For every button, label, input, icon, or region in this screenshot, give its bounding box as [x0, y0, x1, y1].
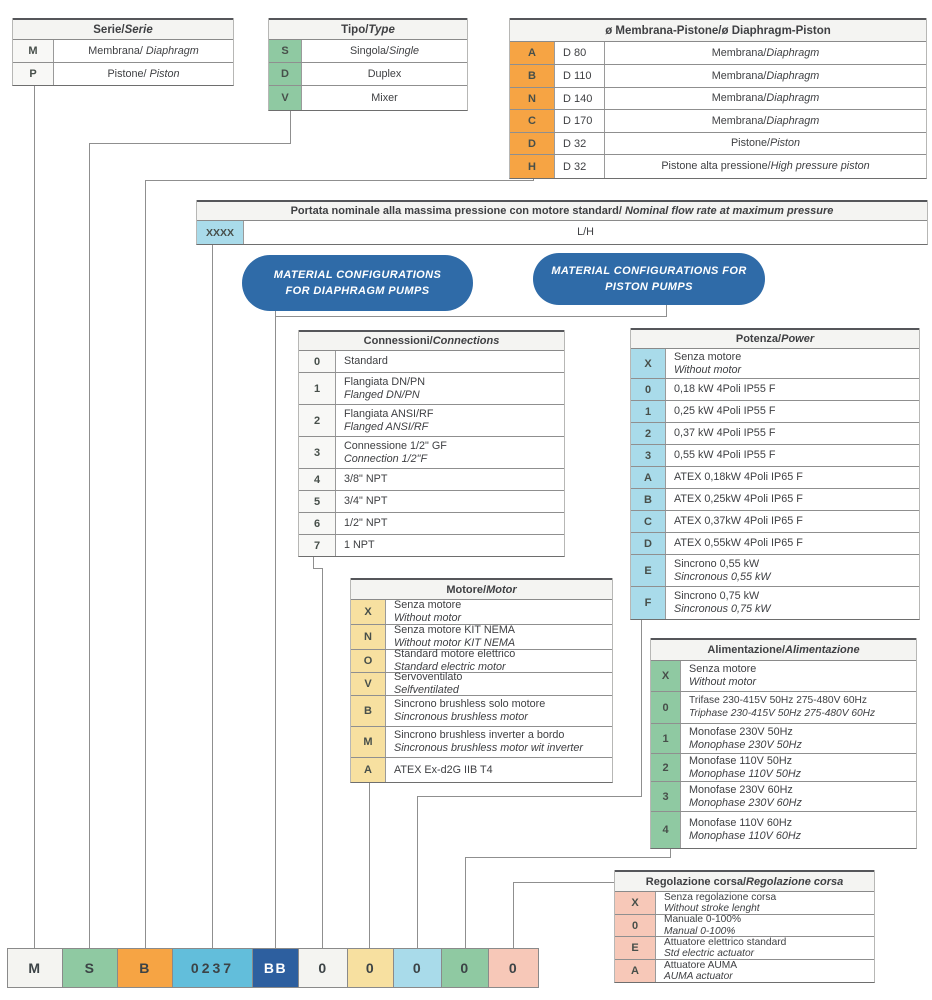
- code-desc: 3/8" NPT: [344, 473, 388, 486]
- code-key: B: [510, 65, 555, 87]
- code-key: A: [351, 758, 386, 782]
- code-key: M: [13, 40, 54, 62]
- table-row: [631, 511, 919, 533]
- table-row: [269, 40, 467, 63]
- code-key: D: [631, 533, 666, 554]
- code-desc: Flangiata ANSI/RF Flanged ANSI/RF: [344, 407, 434, 433]
- code-key: E: [631, 555, 666, 586]
- code-desc: 0,25 kW 4Poli IP55 F: [674, 405, 776, 418]
- code-key: V: [351, 673, 386, 695]
- table-row: [351, 696, 612, 727]
- diaphragm-piston-table-title: ø Membrana-Pistone/ ø Diaphragm-Piston: [510, 18, 926, 42]
- code-key: X: [615, 892, 656, 914]
- code-key: O: [351, 650, 386, 672]
- code-key: M: [351, 727, 386, 757]
- connector-line: [313, 556, 314, 568]
- table-row: [510, 42, 926, 65]
- connector-line: [290, 110, 291, 143]
- code-desc: 0,37 kW 4Poli IP55 F: [674, 427, 776, 440]
- code-desc: Standard: [344, 355, 388, 368]
- diameter-value: D 140: [555, 88, 605, 109]
- code-segment-motor: 0: [348, 949, 394, 987]
- table-row: [351, 650, 612, 673]
- table-row: [269, 63, 467, 86]
- code-desc: Senza regolazione corsa Without stroke lenght: [664, 891, 777, 914]
- code-key: A: [615, 960, 656, 982]
- diameter-value: D 32: [555, 155, 605, 178]
- diameter-value: D 110: [555, 65, 605, 87]
- code-key: 2: [299, 405, 336, 436]
- power-table: [630, 328, 920, 620]
- code-desc: ATEX 0,25kW 4Poli IP65 F: [674, 493, 803, 506]
- code-desc: Membrana/ Diaphragm: [711, 92, 820, 105]
- connector-line: [275, 316, 667, 317]
- code-key: 1: [651, 724, 681, 753]
- code-key: B: [631, 489, 666, 510]
- code-key: D: [510, 133, 555, 154]
- connections-table-title: Connessioni/ Connections: [299, 330, 564, 351]
- code-desc: 1 NPT: [344, 539, 375, 552]
- serie-table-title: Serie/ Serie: [13, 18, 233, 40]
- code-key: P: [13, 63, 54, 85]
- table-row: [299, 491, 564, 513]
- code-desc: Membrana/ Diaphragm: [711, 114, 820, 127]
- code-key: 3: [299, 437, 336, 468]
- code-key: E: [615, 937, 656, 959]
- connector-line: [89, 143, 90, 948]
- code-desc: Servoventilato Selfventilated: [394, 671, 463, 696]
- code-desc: Monofase 230V 50Hz Monophase 230V 50Hz: [689, 725, 802, 751]
- connector-line: [465, 857, 466, 948]
- code-desc: Attuatore AUMA AUMA actuator: [664, 959, 738, 982]
- code-desc: 0,55 kW 4Poli IP55 F: [674, 449, 776, 462]
- table-row: [631, 349, 919, 379]
- connector-line: [275, 316, 276, 948]
- code-desc: Senza motore KIT NEMA Without motor KIT NEMA: [394, 624, 516, 649]
- code-segment-power: 0: [394, 949, 442, 987]
- stroke-adjustment-table: [614, 870, 875, 983]
- code-desc: Flangiata DN/PN Flanged DN/PN: [344, 375, 426, 401]
- table-row: [351, 673, 612, 696]
- table-row: [631, 555, 919, 587]
- code-key: V: [269, 86, 302, 110]
- piston-materials-box: MATERIAL CONFIGURATIONS FOR PISTON PUMPS: [533, 253, 765, 305]
- motor-table: [350, 578, 613, 783]
- code-segment-tipo: S: [63, 949, 118, 987]
- code-key: H: [510, 155, 555, 178]
- code-key: A: [510, 42, 555, 64]
- code-desc: Monofase 110V 50Hz Monophase 110V 50Hz: [689, 754, 802, 780]
- table-row: [615, 937, 874, 960]
- flow-rate-table-title: Portata nominale alla massima pressione con motore standard/ Nominal flow rate at maximum pressure: [197, 200, 927, 221]
- code-key: 0: [299, 351, 336, 372]
- tipo-table: [268, 18, 468, 111]
- code-desc: Monofase 110V 60Hz Monophase 110V 60Hz: [689, 817, 802, 842]
- connector-line: [369, 782, 370, 948]
- code-key: XXXX: [197, 221, 244, 244]
- code-desc: Senza motore Without motor: [689, 663, 757, 688]
- motor-table-title: Motore/ Motor: [351, 578, 612, 600]
- connector-line: [670, 848, 671, 857]
- table-row: [13, 63, 233, 85]
- code-desc: Senza motore Without motor: [674, 350, 742, 376]
- table-row: [510, 65, 926, 88]
- code-key: F: [631, 587, 666, 619]
- code-desc: Duplex: [367, 67, 402, 80]
- code-desc: Manuale 0-100% Manual 0-100%: [664, 914, 742, 937]
- table-row: [351, 727, 612, 758]
- code-desc: Sincrono brushless solo motore Sincronous brushless motor: [394, 698, 546, 723]
- code-key: X: [631, 349, 666, 378]
- flow-rate-unit: L/H: [577, 226, 594, 239]
- code-desc: Senza motore Without motor: [394, 599, 462, 624]
- code-desc: Monofase 230V 60Hz Monophase 230V 60Hz: [689, 783, 802, 809]
- connector-line: [212, 244, 213, 948]
- table-row: [13, 40, 233, 63]
- table-row: [510, 88, 926, 110]
- code-desc: Pistone/ Piston: [730, 137, 801, 150]
- connector-line: [417, 796, 418, 948]
- code-key: 0: [651, 692, 681, 723]
- code-key: B: [351, 696, 386, 726]
- code-segment-power-supply: 0: [442, 949, 489, 987]
- model-code-row: [7, 948, 539, 988]
- code-key: C: [510, 110, 555, 132]
- flow-rate-table: [196, 200, 928, 245]
- table-row: [631, 467, 919, 489]
- code-desc: Membrana/ Diaphragm: [711, 46, 820, 59]
- code-desc: Pistone/ Piston: [107, 67, 180, 80]
- table-row: [651, 812, 916, 848]
- code-key: 4: [299, 469, 336, 490]
- code-segment-stroke: 0: [489, 949, 538, 987]
- table-row: [651, 724, 916, 754]
- code-desc: Connessione 1/2" GF Connection 1/2"F: [344, 439, 447, 465]
- table-row: [351, 600, 612, 625]
- code-desc: Mixer: [371, 91, 398, 104]
- code-desc: Attuatore elettrico standard Std electric actuator: [664, 936, 787, 959]
- code-key: 4: [651, 812, 681, 848]
- code-desc: ATEX 0,37kW 4Poli IP65 F: [674, 515, 803, 528]
- diaphragm-piston-table: [509, 18, 927, 179]
- code-key: 0: [631, 379, 666, 400]
- code-desc: Sincrono 0,55 kW Sincronous 0,55 kW: [674, 557, 771, 583]
- table-row: [299, 351, 564, 373]
- diameter-value: D 80: [555, 42, 605, 64]
- code-key: D: [269, 63, 302, 85]
- connections-table: [298, 330, 565, 557]
- table-row: [651, 692, 916, 724]
- serie-table: [12, 18, 234, 86]
- diaphragm-materials-box: MATERIAL CONFIGURATIONS FOR DIAPHRAGM PUMPS: [242, 255, 473, 311]
- table-row: [631, 533, 919, 555]
- code-desc: 1/2" NPT: [344, 517, 388, 530]
- code-key: 6: [299, 513, 336, 534]
- code-key: X: [351, 600, 386, 624]
- code-key: A: [631, 467, 666, 488]
- power-supply-table-title: Alimentazione/ Alimentazione: [651, 638, 916, 661]
- connector-line: [465, 857, 671, 858]
- stroke-adjustment-table-title: Regolazione corsa/ Regolazione corsa: [615, 870, 874, 892]
- connector-line: [666, 305, 667, 317]
- code-desc: 0,18 kW 4Poli IP55 F: [674, 383, 776, 396]
- table-row: [631, 423, 919, 445]
- code-key: N: [351, 625, 386, 649]
- code-segment-diaphragm: B: [118, 949, 173, 987]
- table-row: [351, 758, 612, 782]
- code-key: 3: [651, 782, 681, 811]
- connector-line: [145, 180, 146, 948]
- code-desc: Pistone alta pressione/ High pressure piston: [661, 160, 870, 173]
- connector-line: [145, 180, 534, 181]
- code-desc: ATEX 0,55kW 4Poli IP65 F: [674, 537, 803, 550]
- diameter-value: D 32: [555, 133, 605, 154]
- code-key: S: [269, 40, 302, 62]
- connector-line: [89, 143, 291, 144]
- code-desc: Singola/ Single: [349, 44, 420, 57]
- table-row: [651, 754, 916, 782]
- connector-line: [417, 796, 642, 797]
- tipo-table-title: Tipo/ Type: [269, 18, 467, 40]
- connector-line: [513, 882, 615, 883]
- table-row: [631, 401, 919, 423]
- code-segment-serie: M: [8, 949, 63, 987]
- diameter-value: D 170: [555, 110, 605, 132]
- code-key: N: [510, 88, 555, 109]
- code-desc: Sincrono 0,75 kW Sincronous 0,75 kW: [674, 590, 771, 615]
- code-desc: 3/4" NPT: [344, 495, 388, 508]
- code-key: X: [651, 661, 681, 691]
- table-row: [299, 535, 564, 556]
- code-desc: Membrana/ Diaphragm: [88, 44, 199, 57]
- power-supply-table: [650, 638, 917, 849]
- code-key: 3: [631, 445, 666, 466]
- code-key: 7: [299, 535, 336, 556]
- table-row: [651, 782, 916, 812]
- table-row: [299, 437, 564, 469]
- table-row: [269, 86, 467, 110]
- code-segment-connections: 0: [299, 949, 348, 987]
- code-key: 1: [631, 401, 666, 422]
- table-row: [510, 155, 926, 178]
- table-row: [299, 405, 564, 437]
- code-desc: Trifase 230-415V 50Hz 275-480V 60Hz Triphase 230-415V 50Hz 275-480V 60Hz: [689, 695, 876, 719]
- table-row: [631, 379, 919, 401]
- table-row: [197, 221, 927, 244]
- code-key: 0: [615, 915, 656, 936]
- table-row: [299, 373, 564, 405]
- table-row: [510, 110, 926, 133]
- code-desc: ATEX Ex-d2G IIB T4: [394, 763, 493, 776]
- code-desc: Membrana/ Diaphragm: [711, 69, 820, 82]
- code-desc: ATEX 0,18kW 4Poli IP65 F: [674, 471, 803, 484]
- table-row: [631, 587, 919, 619]
- code-desc: Standard motore elettrico Standard electric motor: [394, 648, 516, 673]
- code-key: 5: [299, 491, 336, 512]
- power-table-title: Potenza/ Power: [631, 328, 919, 349]
- table-row: [615, 960, 874, 982]
- table-row: [299, 469, 564, 491]
- table-row: [615, 915, 874, 937]
- table-row: [351, 625, 612, 650]
- connector-line: [34, 85, 35, 948]
- code-key: C: [631, 511, 666, 532]
- code-segment-materials: BB: [253, 949, 299, 987]
- code-key: 2: [631, 423, 666, 444]
- connector-line: [513, 882, 514, 948]
- table-row: [631, 489, 919, 511]
- table-row: [631, 445, 919, 467]
- connector-line: [641, 619, 642, 796]
- table-row: [615, 892, 874, 915]
- code-key: 1: [299, 373, 336, 404]
- table-row: [299, 513, 564, 535]
- connector-line: [322, 568, 323, 948]
- code-key: 2: [651, 754, 681, 781]
- code-segment-flow-rate: 0237: [173, 949, 253, 987]
- table-row: [651, 661, 916, 692]
- code-desc: Sincrono brushless inverter a bordo Sincronous brushless motor wit inverter: [394, 729, 584, 754]
- table-row: [510, 133, 926, 155]
